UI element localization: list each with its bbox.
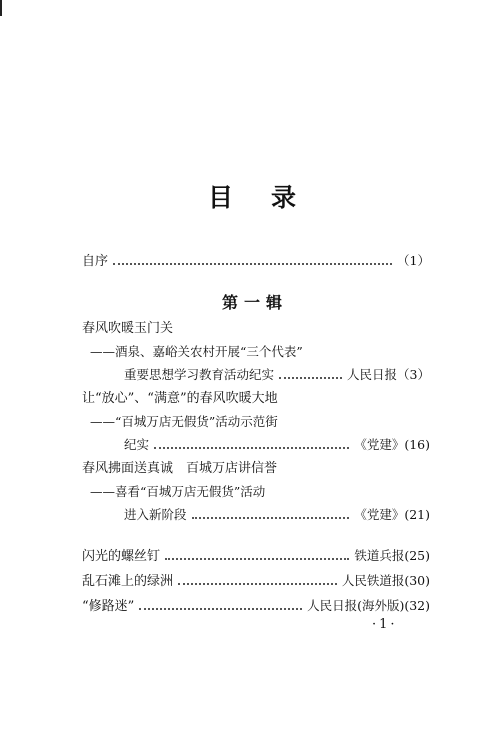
entry-subtitle-cont: 进入新阶段 [124,507,187,522]
toc-entry-title[interactable] [82,460,277,478]
page-title: 目录 [207,183,334,212]
entry-title: 春风拂面送真诚 百城万店讲信誉 [82,461,278,476]
entry-title: 春风吹暖玉门关 [82,321,174,336]
entry-title: 乱石滩上的绿洲 [82,574,174,589]
entry-page: (32) [404,598,430,613]
leader-dots [154,447,349,449]
entry-subtitle-text: ——“百城万店无假货”活动示范街 [90,414,278,429]
leader-dots [192,517,350,519]
toc-entry-line[interactable] [82,572,430,591]
leader-dots [139,608,302,610]
leader-dots [178,583,337,585]
entry-title: “修路迷” [82,599,135,614]
entry-page: （1） [397,253,430,268]
leader-dots [279,377,342,379]
entry-subtitle-text: ——喜看“百城万店无假货”活动 [90,484,266,499]
leader-dots [165,558,349,560]
entry-page: (30) [404,573,430,588]
entry-source: 人民日报(海外版) [307,598,405,613]
leader-dots [113,263,392,265]
toc-entry-title[interactable] [82,390,278,408]
toc-entry-preface[interactable] [82,252,430,271]
toc-entry-line[interactable] [124,506,430,524]
toc-entry-line[interactable] [82,547,430,566]
entry-title: 自序 [82,254,109,269]
entry-subtitle [90,343,303,361]
entry-source: 铁道兵报 [354,548,405,563]
entry-page: （3） [397,367,430,382]
entry-page: (16) [404,437,430,452]
page-number: ·1· [372,617,398,632]
entry-subtitle-text: ——酒泉、嘉峪关农村开展“三个代表” [90,344,303,359]
entry-subtitle-cont: 重要思想学习教育活动纪实 [124,367,275,382]
entry-title: 让“放心”、“满意”的春风吹暖大地 [82,391,278,406]
entry-title: 闪光的螺丝钉 [82,549,161,564]
entry-page: (25) [404,548,430,563]
toc-entry-line[interactable] [82,597,430,616]
entry-source: 人民日报 [347,367,398,382]
entry-subtitle-cont: 纪实 [124,437,150,452]
entry-source: 《党建》 [354,507,405,522]
toc-entry-line[interactable] [124,366,430,384]
entry-subtitle [90,413,278,431]
entry-source: 人民铁道报 [341,573,405,588]
entry-subtitle [90,483,265,501]
toc-entry-title[interactable] [82,320,173,338]
page-edge-mark [0,0,2,16]
section-heading: 第一辑 [221,293,288,312]
toc-entry-line[interactable] [124,436,430,454]
entry-page: (21) [404,507,430,522]
entry-source: 《党建》 [354,437,405,452]
